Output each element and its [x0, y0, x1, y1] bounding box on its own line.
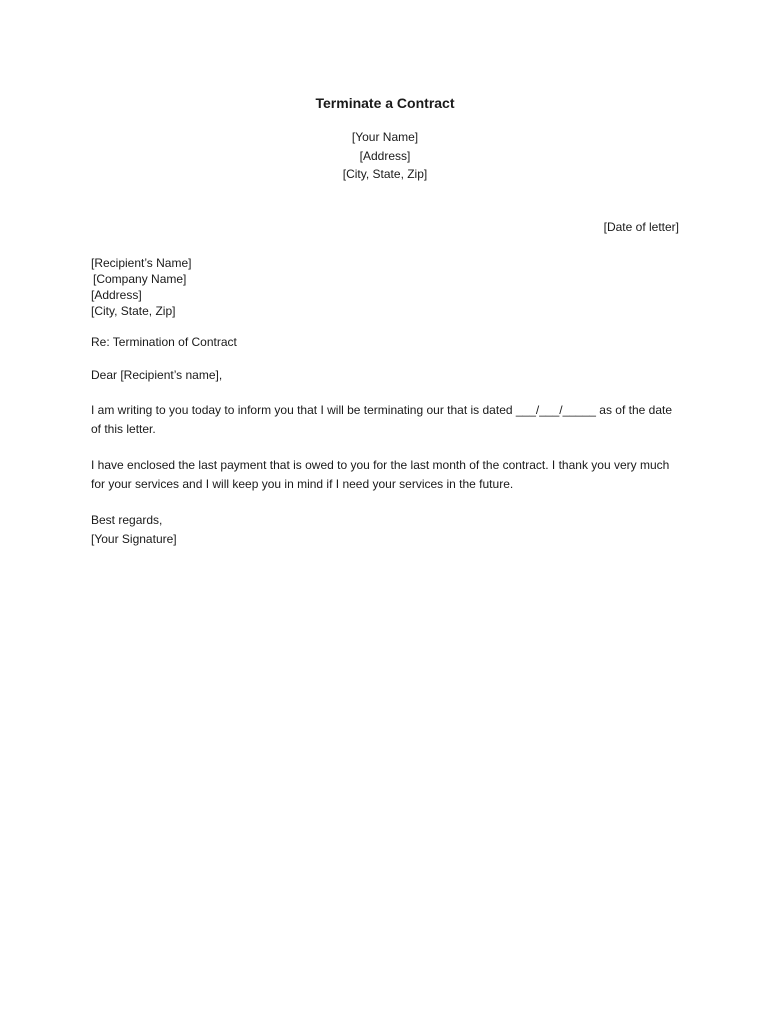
- letter-date: [Date of letter]: [603, 220, 679, 234]
- recipient-block: [91, 255, 192, 319]
- body-paragraph-1: I am writing to you today to inform you that I will be terminating our that is dated ___/___/_____ as of the date of this letter.: [91, 403, 673, 436]
- recipient-address: [Address]: [91, 288, 142, 302]
- closing-block: [91, 511, 177, 548]
- document-title: Terminate a Contract: [315, 95, 455, 111]
- sender-address: [Address]: [359, 148, 411, 163]
- body-paragraph-2: I have enclosed the last payment that is owed to you for the last month of the contract. I thank you very much for your services and I will keep you in mind if I need your services in the future.: [91, 458, 670, 491]
- sender-name: [Your Name]: [351, 130, 419, 144]
- recipient-city-state-zip: [City, State, Zip]: [91, 304, 176, 318]
- recipient-company: [Company Name]: [93, 272, 187, 286]
- greeting: Dear [Recipient’s name],: [91, 368, 223, 382]
- sender-city-state-zip: [City, State, Zip]: [342, 167, 428, 181]
- recipient-name: [Recipient’s Name]: [91, 256, 192, 270]
- closing-phrase: Best regards,: [91, 513, 163, 527]
- subject-line: Re: Termination of Contract: [91, 335, 237, 349]
- signature-placeholder: [Your Signature]: [91, 531, 177, 546]
- sender-block: [0, 128, 770, 184]
